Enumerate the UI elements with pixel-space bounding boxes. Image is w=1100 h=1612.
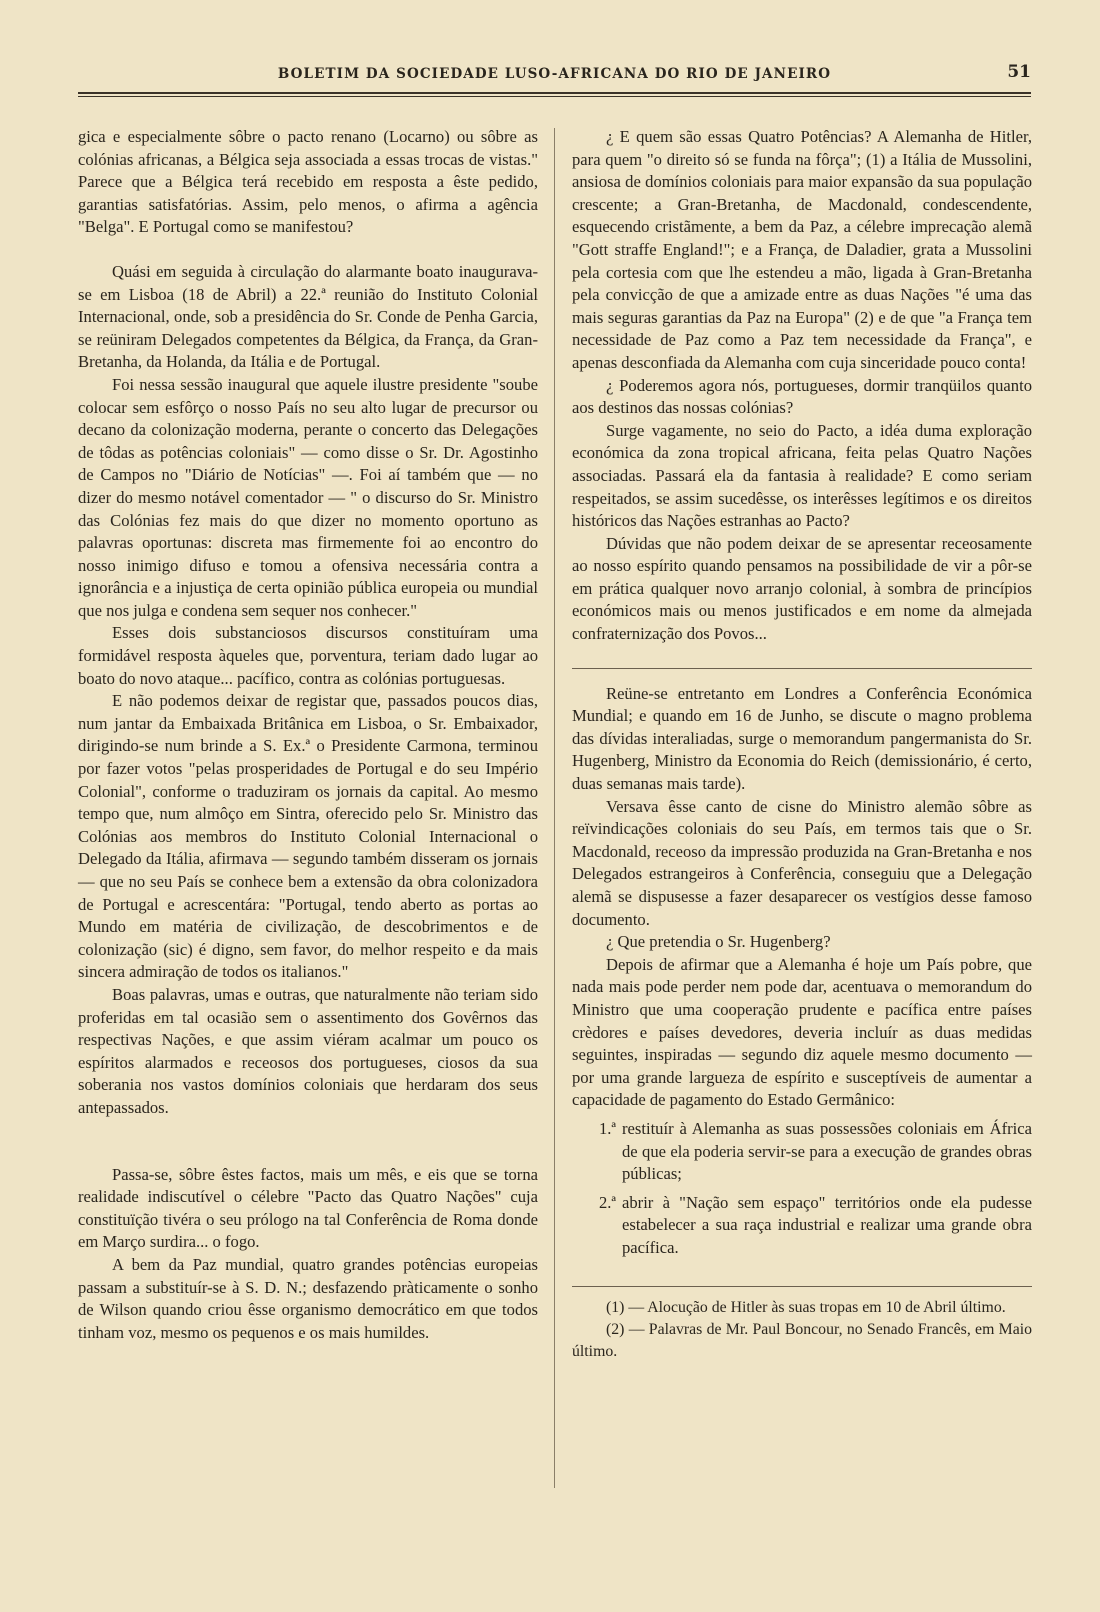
paragraph: Passa-se, sôbre êstes factos, mais um mês, e eis que se torna realidade indiscutível o célebre "Pacto das Quatro Nações" cuja constituïção tivéra o seu prólogo na tal Conferência de Roma donde em Março surdira... o fogo.: [78, 1164, 538, 1252]
header-rule-thin: [78, 96, 1031, 97]
paragraph: gica e especialmente sôbre o pacto renano (Locarno) ou sôbre as colónias africanas, a Bélgica seja associada a essas trocas de vistas." Parece que a Bélgica terá recebido em resposta a êste pedido, garantias satisfatórias. Assim, pelo menos, o afirma a agência "Belga". E Portugal como se manifestou?: [78, 127, 538, 237]
paragraph: ¿ Que pretendia o Sr. Hugenberg?: [606, 932, 831, 952]
column-divider: [554, 128, 555, 1488]
paragraph: Depois de afirmar que a Alemanha é hoje um País pobre, que nada mais pode perder nem pode dar, acentuava o memorandum do Ministro que uma cooperação prudente e pacífica entre países crèdores e países devedores, deveria incluír as duas medidas seguintes, inspiradas — segundo diz aquele mesmo documento — por uma grande largueza de espírito e susceptíveis de aumentar a capacidade de pagamento do Estado Germânico:: [572, 954, 1032, 1110]
footnote: (1) — Alocução de Hitler às suas tropas em 10 de Abril último.: [606, 1298, 1006, 1316]
paragraph: Boas palavras, umas e outras, que naturalmente não teriam sido proferidas em tal ocasião sem o assentimento dos Govêrnos das respectivas Nações, e que assim viéram acalmar um pouco os espíritos alarmados e receosos dos portugueses, ciosos da sua soberania nos vastos domínios coloniais que herdaram dos seus antepassados.: [78, 984, 538, 1117]
paragraph: Esses dois substanciosos discursos constituíram uma formidável resposta àqueles que, porventura, teriam dado lugar ao boato do novo ataque... pacífico, contra as colónias portuguesas.: [78, 623, 538, 688]
list-text: abrir à "Nação sem espaço" territórios onde ela pudesse estabelecer a sua raça industrial e realizar uma grande obra pacífica.: [622, 1192, 1032, 1257]
paragraph: Surge vagamente, no seio do Pacto, a idéa duma exploração económica da zona tropical africana, feita pelas Quatro Nações associadas. Passará ela da fantasia à realidade? E como seriam respeitados, se assim sucedêsse, os interêsses legítimos e os direitos históricos das Nações estranhas ao Pacto?: [572, 420, 1032, 531]
header-rule: [78, 92, 1031, 94]
paragraph: Quási em seguida à circulação do alarmante boato inaugurava-se em Lisboa (18 de Abril) a 22.ª reunião do Instituto Colonial Internacional, onde, sob a presidência do Sr. Conde de Penha Garcia, se reüniram Delegados competentes da Bélgica, da França, da Gran-Bretanha, da Holanda, da Itália e de Portugal.: [78, 261, 538, 372]
paragraph: A bem da Paz mundial, quatro grandes potências europeias passam a substituír-se à S. D. N.; desfazendo pràticamente o sonho de Wilson quando criou êsse organismo democrático em que todos tinham voz, mesmo os pequenos e os mais humildes.: [78, 1254, 538, 1342]
paragraph: Versava êsse canto de cisne do Ministro alemão sôbre as reïvindicações coloniais do seu País, em termos tais que o Sr. Macdonald, receoso da impressão produzida na Gran-Bretanha e nos Delegados estrangeiros à Conferência, conseguiu que a Delegação alemã se dispusesse a fazer desaparecer os vestígios desse famoso documento.: [572, 796, 1032, 929]
list-text: restituír à Alemanha as suas possessões coloniais em África de que ela poderia servir-se para a execução de grandes obras públicas;: [622, 1118, 1032, 1184]
paragraph: E não podemos deixar de registar que, passados poucos dias, num jantar da Embaixada Britânica em Lisboa, o Sr. Embaixador, dirigindo-se num brinde a S. Ex.ª o Presidente Carmona, terminou por fazer votos "pelas prosperidades de Portugal e do seu Império Colonial", conforme o traduziram os jornais da capital. Ao mesmo tempo que, num almôço em Sintra, oferecido pelo Sr. Ministro das Colónias aos membros do Instituto Colonial Internacional o Delegado da Itália, afirmava — segundo também disseram os jornais — que no seu País se conhece bem a extensão da obra colonizadora de Portugal e acrescentára: "Portugal, tendo aberto as portas ao Mundo em matéria de civilização, de descobrimentos e de colonização (sic) é digno, sem favor, do melhor respeito e da mais sincera admiração de todos os italianos.": [78, 691, 538, 982]
paragraph: Foi nessa sessão inaugural que aquele ilustre presidente "soube colocar sem esfôrço o nosso País no seu alto lugar de precursor ou decano da colonização moderna, perante o concerto das Delegações de tôdas as potências coloniais" — como disse o Sr. Dr. Agostinho de Campos no "Diário de Notícias" —. Foi aí também que — no dizer do mesmo notável comentador — " o discurso do Sr. Ministro das Colónias fez mais do que dizer no momento oportuno as palavras oportunas: discreta mas firmemente foi ao encontro do nosso inimigo difuso e tomou a ofensiva necessária contra a ignorância e a injustiça de certa opinião pública europeia ou mundial que nos julga e condena sem sequer nos conhecer.": [78, 374, 538, 620]
paragraph: ¿ Poderemos agora nós, portugueses, dormir tranqüilos quanto aos destinos das nossas colónias?: [572, 375, 1032, 418]
left-column: [78, 126, 538, 1344]
paragraph: Reüne-se entretanto em Londres a Conferência Económica Mundial; e quando em 16 de Junho, se discute o magno problema das dívidas interaliadas, surge o memorandum pangermanista do Sr. Hugenberg, Ministro da Economia do Reich (demissionário, é certo, duas semanas mais tarde).: [572, 683, 1032, 794]
journal-title: BOLETIM DA SOCIEDADE LUSO-AFRICANA DO RIO DE JANEIRO: [277, 66, 832, 82]
list-number: 2.ª: [598, 1192, 616, 1212]
list-item: [572, 1192, 1032, 1260]
right-column: [572, 126, 1032, 1363]
list-number: 1.ª: [598, 1118, 616, 1138]
footnote: (2) — Palavras de Mr. Paul Boncour, no Senado Francês, em Maio último.: [572, 1320, 1032, 1360]
list-item: [572, 1118, 1032, 1186]
paragraph: ¿ E quem são essas Quatro Potências? A Alemanha de Hitler, para quem "o direito só se funda na fôrça"; (1) a Itália de Mussolini, ansiosa de domínios coloniais para maior expansão da sua população crescente; a Gran-Bretanha, de Macdonald, condescendente, esquecendo cristãmente, a bem da Paz, a célebre imprecação alemã "Gott straffe England!"; e a França, de Daladier, grata a Mussolini pela cortesia com que lhe estendeu a mão, ligada à Gran-Bretanha pela convicção de que a amizade entre as duas Nações "é uma das mais seguras garantias da Paz na Europa" (2) e de que "a França tem necessidade de Paz como a Paz tem necessidade da França", e apenas desconfiada da Alemanha com cuja sinceridade pouco conta!: [572, 127, 1032, 372]
page-number: 51: [1007, 62, 1031, 82]
running-header: [78, 62, 1031, 92]
footnote-rule: [572, 1286, 1032, 1287]
section-separator: [572, 654, 1032, 669]
paragraph: Dúvidas que não podem deixar de se apresentar receosamente ao nosso espírito quando pensamos na possibilidade de vir a pôr-se em prática qualquer novo arranjo colonial, à sombra de princípios económicos mais ou menos justificados e em nome da almejada confraternização dos Povos...: [572, 533, 1032, 644]
